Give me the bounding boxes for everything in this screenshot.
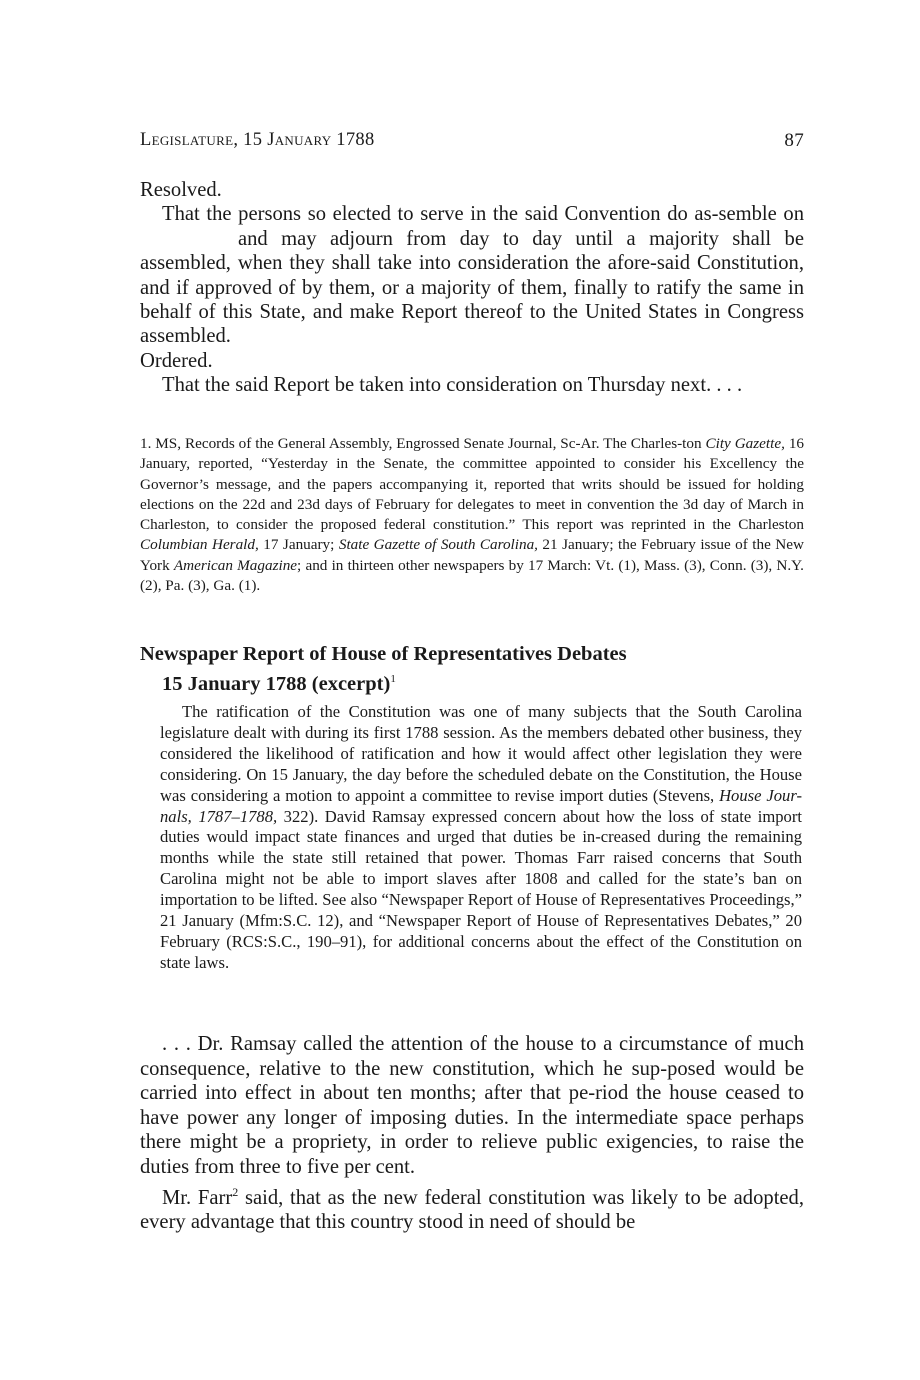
- intro-text: 322). David Ramsay expressed concern about how the loss of state import duties would impact state finances and urged that duties be in-creased during the remaining months while the state still retained that power. Thomas Farr raised concerns that South Carolina might not be able to import slaves after 1808 and called for the state’s ban on importation to be lifted. See also “Newspaper Report of House of Representatives Proceedings,” 21 January (Mfm:S.C. 12), and “Newspaper Report of House of Representatives Debates,” 20 February (RCS:S.C., 190–91), for additional concerns about the effect of the Constitution on state laws.: [160, 806, 802, 972]
- running-head: [140, 130, 804, 154]
- footnote-ref-2: 2: [232, 1184, 239, 1199]
- footnote-text: 21 January; the February issue of the New York: [140, 536, 804, 574]
- footnote-italic: State Gazette of South Carolina,: [338, 536, 538, 554]
- section-heading-date: 15 January 1788 (excerpt): [162, 673, 391, 695]
- footnote-text: ; and in thirteen other newspapers by 17 March: Vt. (1), Mass. (3), Conn. (3), N.Y. (2), Pa. (3), Ga. (1).: [140, 556, 804, 595]
- intro-italic: House Jour-nals, 1787–1788,: [160, 785, 802, 826]
- section-heading-line-1: Newspaper Report of House of Representatives Debates: [140, 643, 627, 665]
- debate-paragraph-1: . . . Dr. Ramsay called the attention of the house to a circumstance of much consequence, relative to the new constitution, which he sup-posed would be carried into effect in about ten months; after that pe-riod the house ceased to have power any longer of imposing duties. In the intermediate space perhaps there might be a propriety, in order to relieve public exigencies, to raise the duties from three to five per cent.: [140, 1033, 804, 1178]
- debate-speaker: Mr. Farr: [162, 1186, 233, 1209]
- footnote-italic: City Gazette,: [705, 435, 785, 452]
- footnote-1: [140, 434, 804, 596]
- resolved-label: Resolved.: [140, 179, 222, 201]
- debate-paragraph-2-text: said, that as the new federal constitution was likely to be adopted, every advantage that this country stood in need of should be: [140, 1186, 805, 1234]
- page-number: 87: [784, 130, 804, 151]
- resolution-paragraph-2: That the said Report be taken into consideration on Thursday next. . . .: [162, 374, 743, 397]
- footnote-text: 1. MS, Records of the General Assembly, Engrossed Senate Journal, Sc-Ar. The Charles-ton: [140, 435, 706, 452]
- section-heading: [140, 642, 804, 697]
- ordered-label: Ordered.: [140, 349, 213, 372]
- debate-paragraph-2: [140, 1180, 804, 1235]
- section-heading-line-2: [140, 667, 804, 697]
- resolution-text: [140, 178, 804, 398]
- footnote-text: 16 January, reported, “Yesterday in the Senate, the committee appointed to consider his Excellency the Governor’s message, and the papers accompanying it, reported that writs should be issued for holding elections on the 22d and 23d days of February for delegates to meet in convention the 3d day of March in Charleston, to consider the proposed federal constitution.” This report was reprinted in the Charleston: [140, 435, 805, 534]
- editorial-intro: [160, 702, 802, 974]
- resolution-paragraph-1-a: That the persons so elected to serve in the said Convention do as-semble on: [162, 203, 804, 226]
- running-title: Legislature, 15 January 1788: [140, 130, 375, 150]
- footnote-italic: American Magazine: [173, 556, 298, 574]
- footnote-italic: Columbian Herald,: [140, 536, 259, 554]
- resolution-paragraph-1: [140, 202, 804, 348]
- heading-footnote-ref: 1: [390, 673, 396, 685]
- resolution-paragraph-1-b: and may adjourn from day to day until a majority shall be assembled, when they shall take into consideration the afore-said Constitution, and if approved of by them, or a majority of them, finally to ratify the same in behalf of this State, and make Report thereof to the United States in Congress assembled.: [140, 227, 804, 348]
- intro-text: The ratification of the Constitution was one of many subjects that the South Carolina legislature dealt with during its first 1788 session. As the members debated other business, they considered the likelihood of ratification and how it would affect other legislation they were considering. On 15 January, the day before the scheduled debate on the Constitution, the House was considering a motion to appoint a committee to revise import duties (Stevens,: [160, 702, 802, 805]
- footnote-text: 17 January;: [258, 536, 339, 554]
- debate-text: [140, 1032, 804, 1235]
